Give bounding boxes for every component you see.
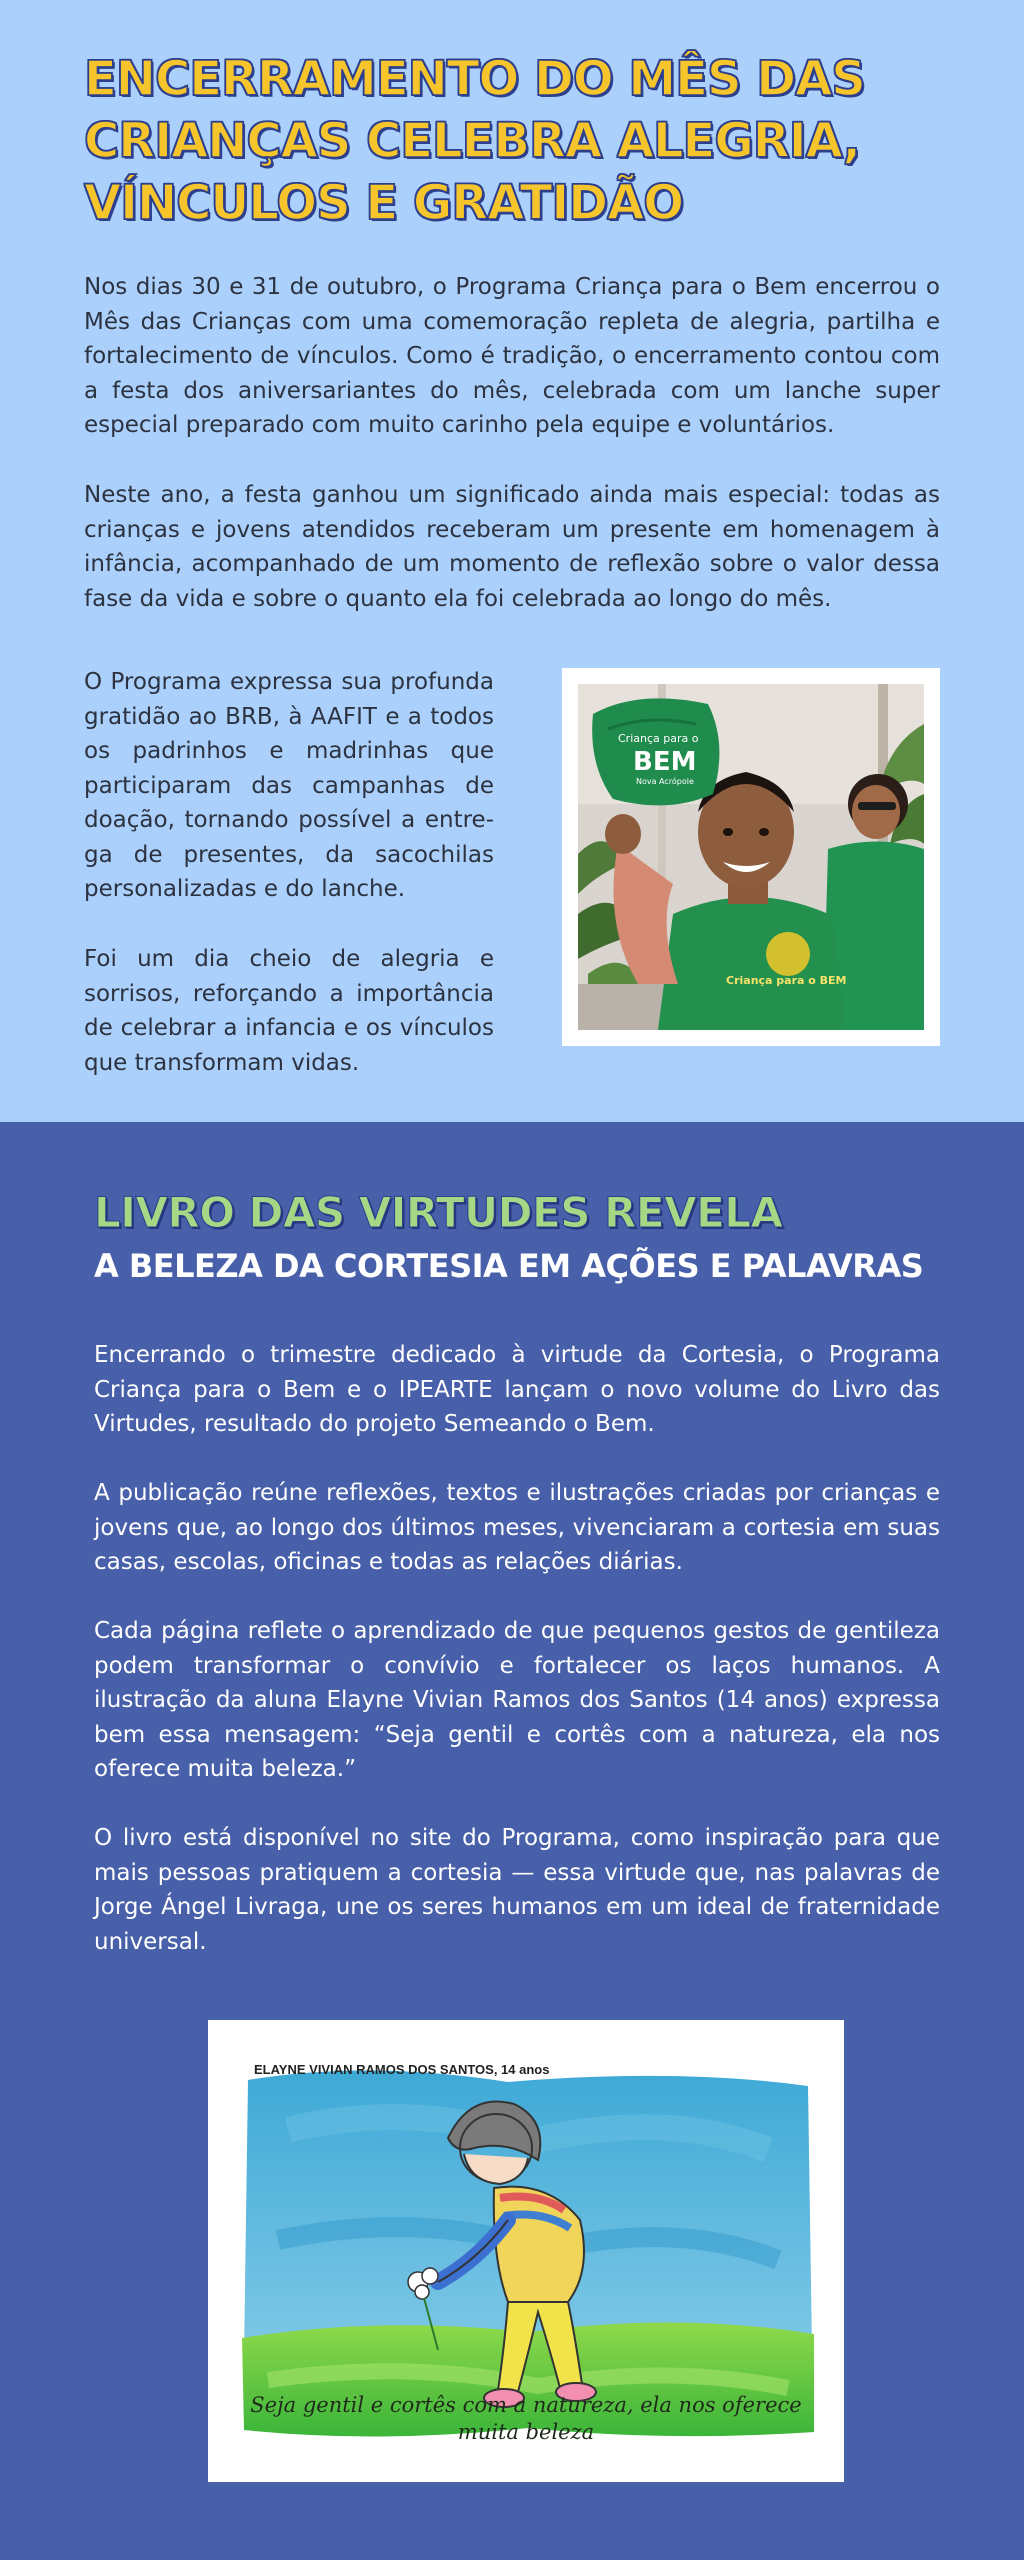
- children-photo: [578, 684, 924, 1030]
- children-photo-image: [578, 684, 924, 1030]
- article1-paragraph-1: Nos dias 30 e 31 de outubro, o Programa Criança para o Bem encerrou o Mês das Crianças com uma comemoração repleta de alegria, partilha e fortalecimento de vínculos. Como é tradição, o encerramento contou com a festa dos aniversariantes do mês, celebrada com um lanche super especial preparado com muito carinho pela equipe e voluntários.: [84, 274, 940, 438]
- article2-paragraph-1: Encerrando o trimestre dedicado à virtude da Cortesia, o Programa Criança para o Bem e o IPEARTE lançam o novo volume do Livro das Virtudes, resultado do projeto Semeando o Bem.: [94, 1342, 940, 1437]
- article2-paragraph-3: Cada página reflete o aprendizado de que pequenos gestos de gentileza podem transformar o convívio e fortalecer os laços humanos. A ilustração da aluna Elayne Vivian Ramos dos Santos (14 anos) expressa bem essa mensagem: “Seja gentil e cortês com a natureza, ela nos oferece muita beleza.”: [94, 1618, 940, 1782]
- illustration-quote: Seja gentil e cortês com a natureza, ela nos oferece muita beleza: [250, 2393, 802, 2444]
- article2-title: LIVRO DAS VIRTUDES REVELA: [94, 1188, 783, 1237]
- article2-paragraph-2: A publicação reúne reflexões, textos e ilustrações criadas por crianças e jovens que, ao longo dos últimos meses, vivenciaram a cortesia em suas casas, escolas, oficinas e todas as relações diárias.: [94, 1480, 940, 1575]
- bag-text-line-2: BEM: [633, 747, 697, 777]
- article1-paragraph-2: Neste ano, a festa ganhou um significado ainda mais especial: todas as crianças e jovens atendidos receberam um presente em homenagem à infância, acompanhado de um momento de reflexão sobre o valor dessa fase da vida e sobre o quanto ela foi celebrada ao longo do mês.: [84, 482, 940, 612]
- article1-paragraph-4: Foi um dia cheio de alegria e sorrisos, reforçando a importância de celebrar a infancia e os vínculos que transformam vidas.: [84, 946, 494, 1076]
- article2-paragraph-4: O livro está disponível no site do Programa, como inspiração para que mais pessoas pratiquem a cortesia — essa virtude que, nas palavras de Jorge Ángel Livraga, une os seres humanos em um ideal de fraternidade universal.: [94, 1825, 940, 1955]
- student-illustration: [208, 2020, 844, 2482]
- bag-text-line-1: Criança para o: [618, 732, 699, 745]
- illustration-author: ELAYNE VIVIAN RAMOS DOS SANTOS, 14 anos: [254, 2062, 550, 2077]
- article1-paragraph-3: O Programa expressa sua profunda gratidão ao BRB, à AAFIT e a todos os padrinhos e madrinhas que participaram das campanhas de doação, tornando possível a entre-ga de presentes, da sacochilas personalizadas e do lanche.: [84, 669, 494, 902]
- article1-title: ENCERRAMENTO DO MÊS DAS CRIANÇAS CELEBRA ALEGRIA, VÍNCULOS E GRATIDÃO: [84, 51, 865, 231]
- article2-subtitle: A BELEZA DA CORTESIA EM AÇÕES E PALAVRAS: [94, 1247, 924, 1285]
- shirt-logo-text: Criança para o BEM: [726, 974, 847, 987]
- bag-text-line-3: Nova Acrópole: [636, 777, 694, 786]
- photo-frame: [562, 668, 940, 1046]
